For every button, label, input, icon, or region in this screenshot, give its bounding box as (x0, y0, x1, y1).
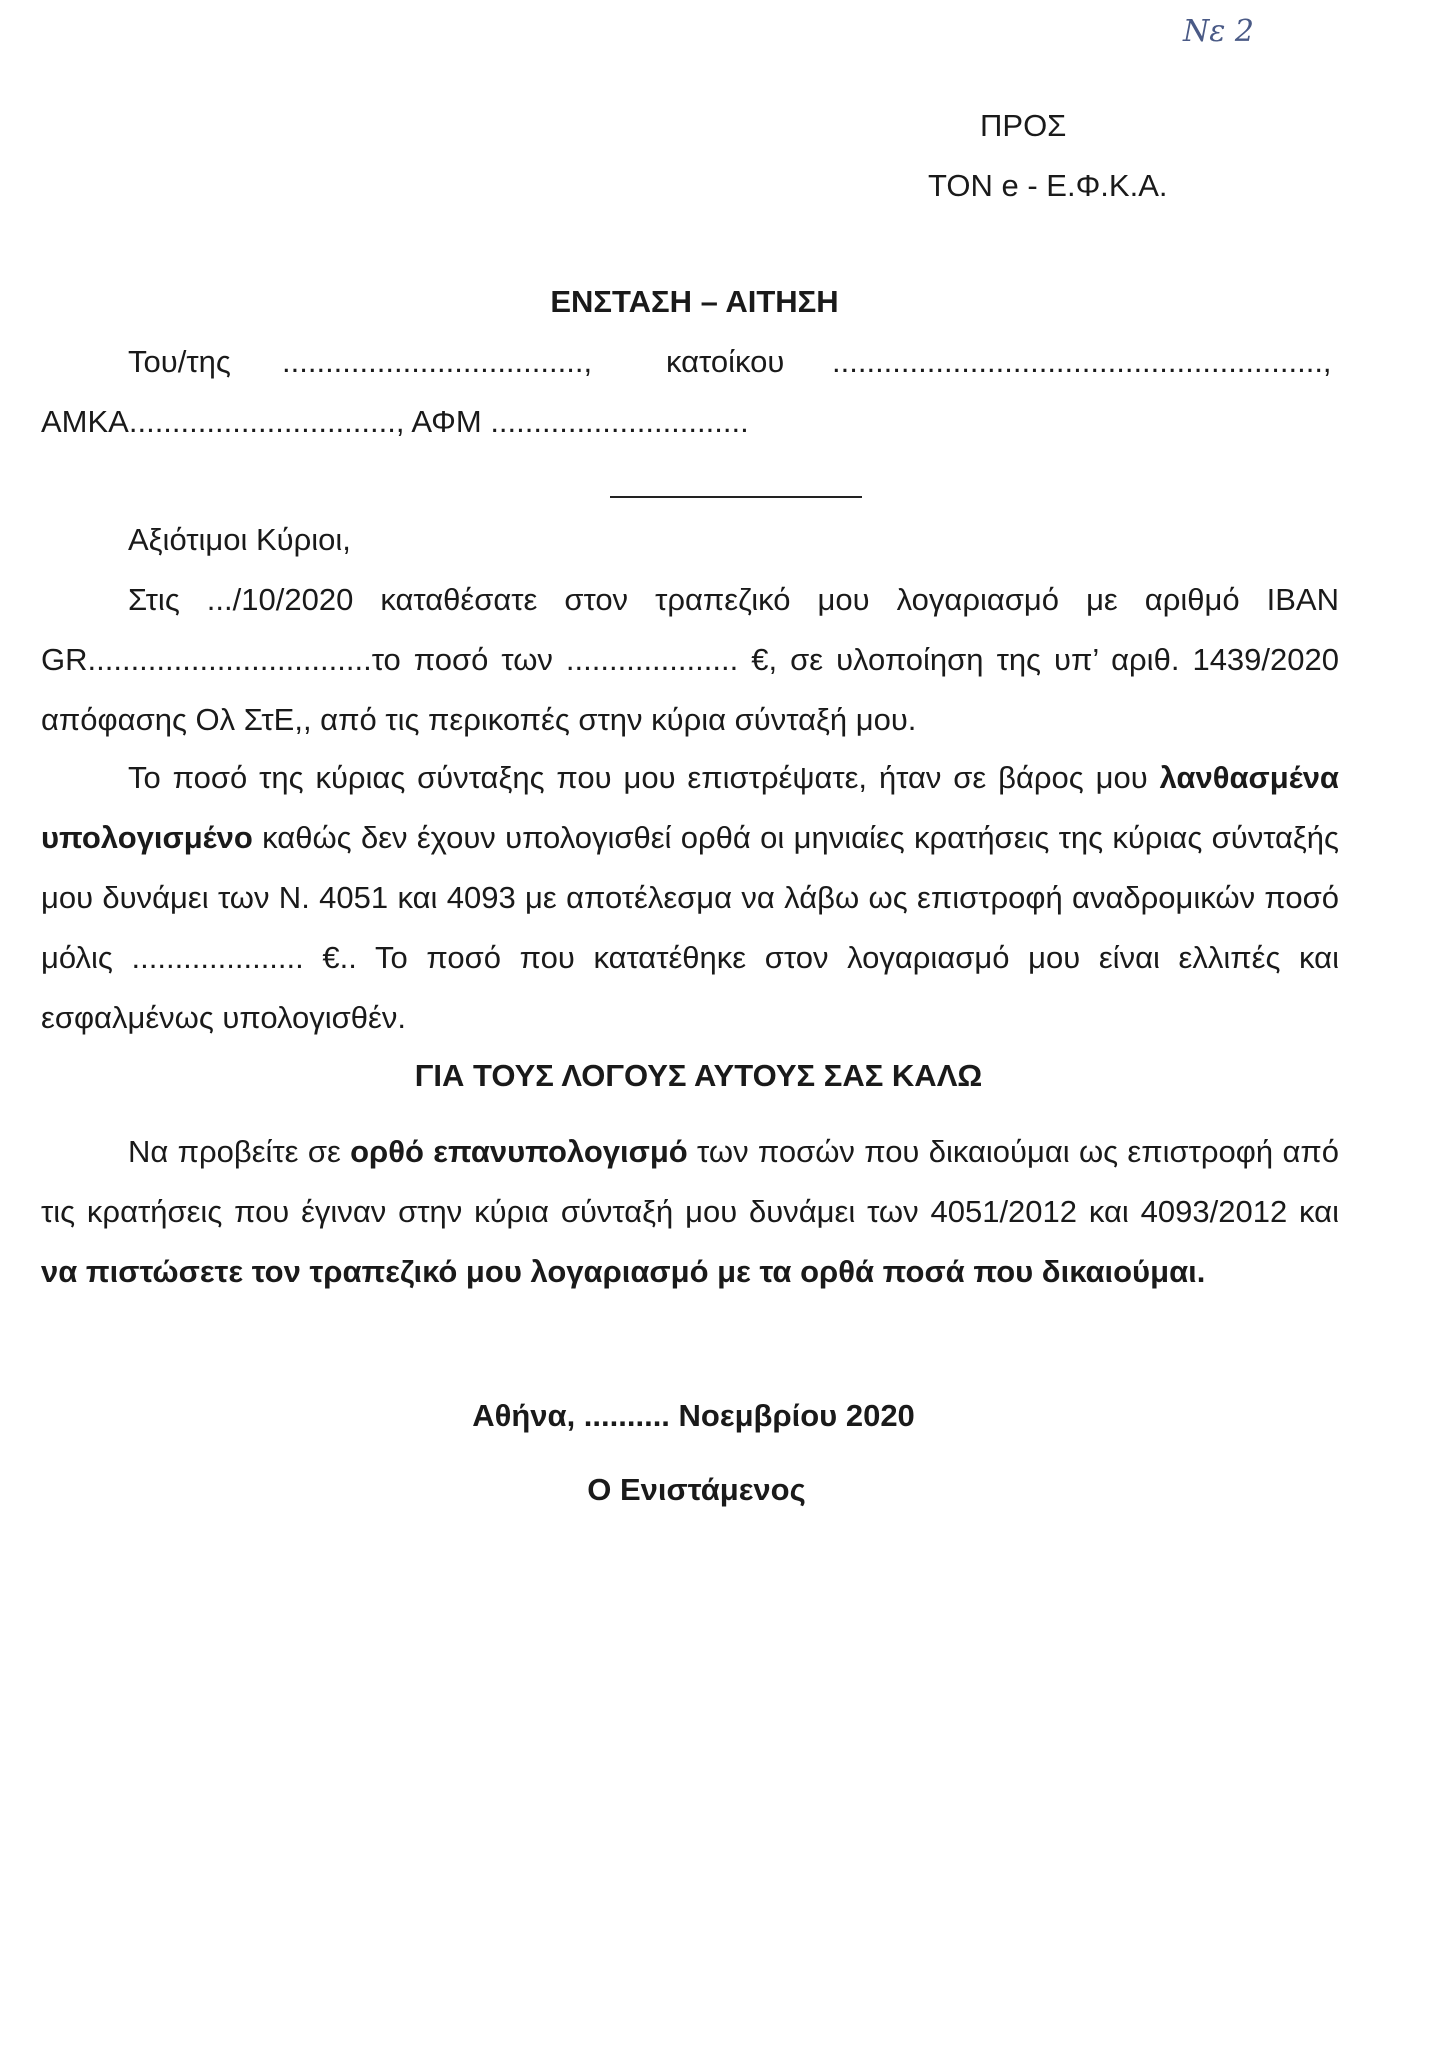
paragraph-complaint-bold: λανθασμένα υπολογισμένο (41, 760, 1339, 855)
paragraph-request-part-a: Να προβείτε σε (128, 1134, 351, 1169)
recipient-line-2: ΤΟΝ e - Ε.Φ.Κ.Α. (928, 168, 1168, 203)
document-title: ΕΝΣΤΑΣΗ – ΑΙΤΗΣΗ (550, 284, 839, 319)
handwritten-note: Νε 2 (1183, 14, 1254, 49)
reasons-heading: ΓΙΑ ΤΟΥΣ ΛΟΓΟΥΣ ΑΥΤΟΥΣ ΣΑΣ ΚΑΛΩ (414, 1058, 983, 1093)
paragraph-complaint (41, 748, 1339, 1048)
place-and-date: Αθήνα, .......... Νοεμβρίου 2020 (472, 1398, 915, 1433)
applicant-name-dots: ..................................., (282, 344, 593, 379)
applicant-of-label: Του/της (128, 344, 231, 379)
applicant-amka-afm: ΑΜΚΑ..............................., ΑΦΜ .............................. (41, 404, 749, 439)
applicant-resident-dots: ........................................................., (832, 344, 1332, 379)
paragraph-request-bold-2: να πιστώσετε τον τραπεζικό μου λογαριασμό με τα ορθά ποσά που δικαιούμαι. (41, 1254, 1206, 1289)
paragraph-deposit: Στις .../10/2020 καταθέσατε στον τραπεζικό μου λογαριασμό με αριθμό IBAN GR.................................το ποσό των .................... €, σε υλοποίηση της υπ’ αριθ. 1439/2020 απόφασης Ολ ΣτΕ,, από τις περικοπές στην κύρια σύνταξή μου. (41, 582, 1339, 737)
paragraph-request-bold-1: ορθό επανυπολογισμό (350, 1134, 688, 1169)
signatory: Ο Ενιστάμενος (587, 1472, 806, 1507)
paragraph-complaint-part-a: Το ποσό της κύριας σύνταξης που μου επιστρέψατε, ήταν σε βάρος μου (128, 760, 1160, 795)
paragraph-request (41, 1122, 1339, 1302)
applicant-resident-label: κατοίκου (666, 344, 785, 379)
paragraph-complaint-part-b: καθώς δεν έχουν υπολογισθεί ορθά οι μηνιαίες κρατήσεις της κύριας σύνταξής μου δυνάμει των Ν. 4051 και 4093 με αποτέλεσμα να λάβω ως επιστροφή αναδρομικών ποσό μόλις .................... €.. Το ποσό που κατατέθηκε στον λογαριασμό μου είναι ελλιπές και εσφαλμένως υπολογισθέν. (41, 820, 1339, 1035)
recipient-line-1: ΠΡΟΣ (980, 108, 1067, 143)
paragraph-request-part-b: των ποσών που δικαιούμαι ως επιστροφή από τις κρατήσεις που έγιναν στην κύρια σύνταξή μου δυνάμει των 4051/2012 και 4093/2012 και (41, 1134, 1339, 1229)
greeting: Αξιότιμοι Κύριοι, (128, 522, 351, 557)
separator-line (610, 496, 862, 498)
